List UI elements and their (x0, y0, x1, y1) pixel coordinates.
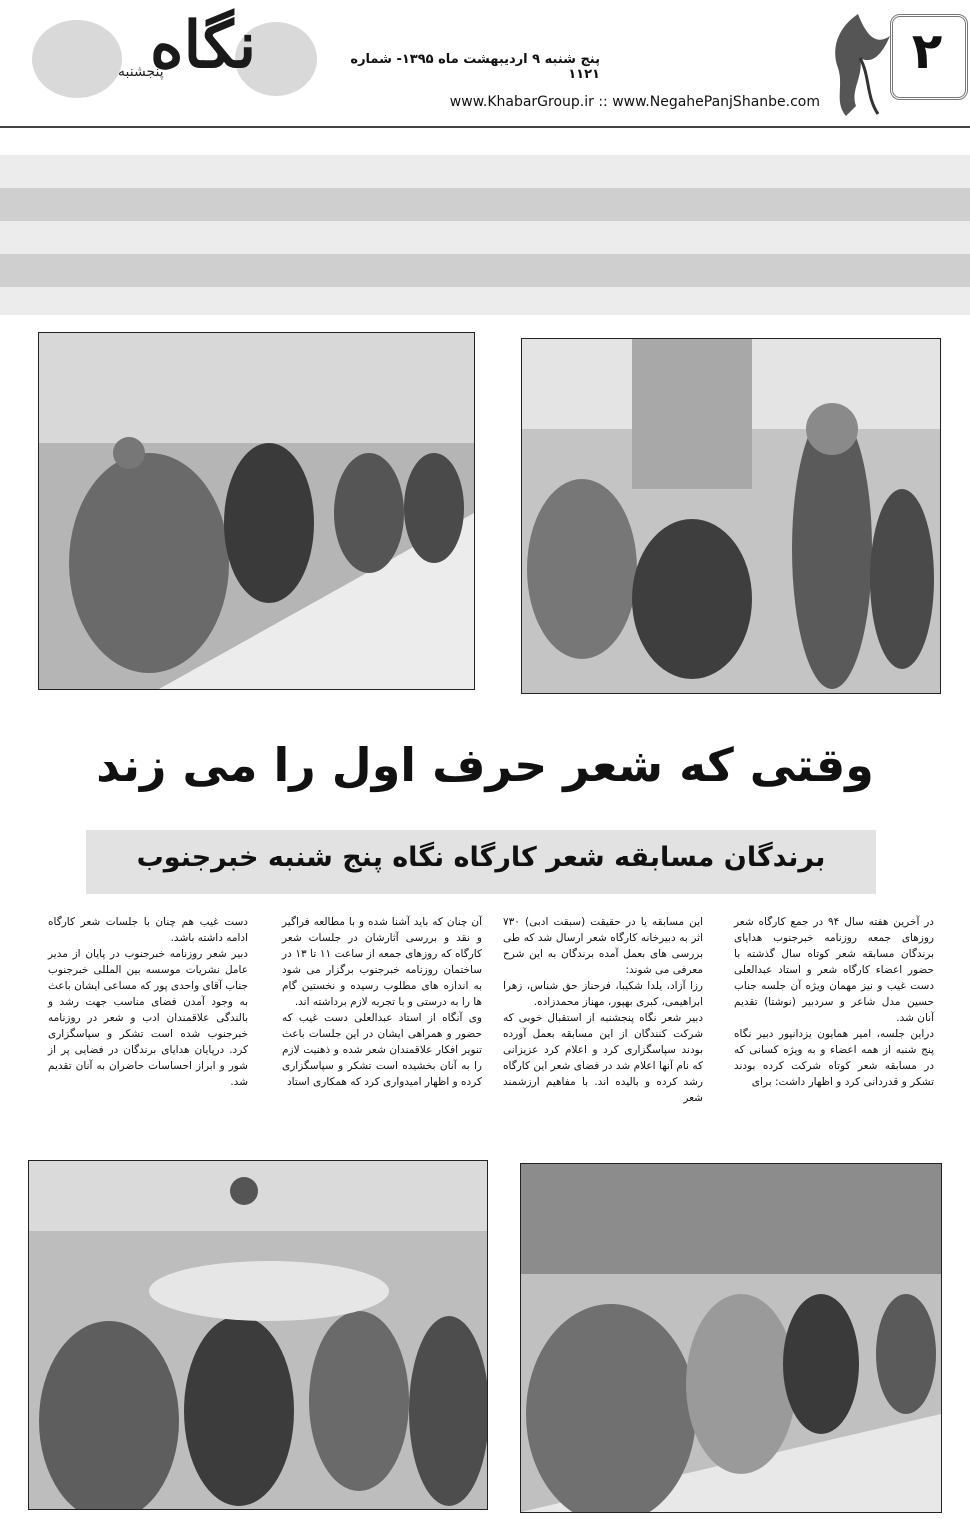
banner-stripe (0, 155, 970, 188)
photo-speaker-standing (521, 338, 941, 694)
article-paragraph: آن چنان که باید آشنا شده و با مطالعه فراگیر و نقد و بررسی آثارشان در جلسات شعر کارگاه که روزهای جمعه از ساعت ۱۱ تا ۱۳ در ساختمان روزنامه خبرجنوب برگزار می شود به اندازه های مطلوب رسیده و نخستین گام ها را به درستی و با تجربه لازم برداشته اند. (282, 916, 483, 1008)
article-paragraph: دبیر شعر روزنامه خبرجنوب در پایان از مدیر عامل نشریات موسسه بین المللی خبرجنوب جناب آقای واحدی پور که مساعی ایشان باعث به وجود آمدن فضای مناسب جهت رشد و بالندگی علاقمندان ادب و شعر در روزنامه خبرجنوب شده است تشکر و سپاسگزاری کرد. درپایان هدایای برندگان در فضایی پر از شور و ابراز احساسات حاضران به آنان تقدیم شد. (48, 948, 248, 1088)
left-ornament (32, 20, 122, 98)
page-number: ۲ (911, 22, 943, 80)
photo-workshop-table (38, 332, 475, 690)
masthead-divider (0, 126, 970, 128)
article-column-4 (48, 914, 248, 1090)
article-paragraph: در آخرین هفته سال ۹۴ در جمع کارگاه شعر روزهای جمعه روزنامه خبرجنوب هدایای برندگان مسابقه شعر کوتاه سال گذشته با حضور اعضاء کارگاه شعر و استاد عبدالعلی دست غیب و نیز مهمان ویژه آن جلسه جناب حسین مدل شاعر و سردبیر (نوشتا) تقدیم آنان شد. (734, 916, 934, 1024)
photo-attendees-closeup (520, 1163, 942, 1513)
masthead (0, 0, 970, 132)
article-paragraph: دبیر شعر نگاه پنجشنبه از استقبال خوبی که شرکت کنندگان از این مسابقه بعمل آورده بودند سپاسگزاری کرد و اعلام کرد عزیزانی که نام آنها اعلام شد در فضای شعر این کارگاه رشد کرده و بالیده اند. با مفاهیم ارزشمند شعر (503, 1012, 703, 1104)
article-paragraph: رزا آزاد، یلدا شکیبا، فرحناز حق شناس، زهرا ابراهیمی، کبری بهپور، مهناز محمدزاده. (503, 980, 703, 1008)
article-paragraph: دست غیب هم چنان با جلسات شعر کارگاه ادامه داشته باشد. (48, 916, 248, 944)
logo: نگاه (150, 8, 257, 83)
date-issue: پنج شنبه ۹ اردیبهشت ماه ۱۳۹۵- شماره ۱۱۲۱ (350, 52, 600, 82)
article-column-3 (282, 914, 482, 1090)
article-paragraph: وی آنگاه از استاد عبدالعلی دست غیب که حضور و همراهی ایشان در این جلسات باعث تنویر افکار علاقمندان شعر شده و ذهنیت لازم را به آنان بخشیده است تشکر و سپاسگزاری کرده و اظهار امیدواری کرد که همکاری استاد (282, 1012, 482, 1088)
banner-stripe (0, 188, 970, 221)
banner-stripe (0, 221, 970, 254)
article-column-1 (734, 914, 934, 1090)
phoenix-icon (820, 6, 896, 122)
article-paragraph: دراین جلسه، امیر همایون یزدانپور دبیر نگاه پنج شنبه از همه اعضاء و به ویژه کسانی که در مسابقه شعر کوتاه شرکت کرده بودند تشکر و قدردانی کرد و اظهار داشت: برای (734, 1028, 934, 1088)
headline: وقتی که شعر حرف اول را می زند (96, 738, 874, 792)
subheadline: برندگان مسابقه شعر کارگاه نگاه پنج شنبه خبرجنوب (136, 842, 826, 873)
website-urls: www.KhabarGroup.ir :: www.NegahePanjShanbe.com (449, 94, 820, 110)
article-column-2 (503, 914, 703, 1106)
logo-subtitle: پنجشنبه (118, 64, 164, 80)
article-paragraph: این مسابقه یا در حقیقت (سبقت ادبی) ۷۳۰ اثر به دبیرخانه کارگاه شعر ارسال شد که طی بررسی های بعمل آمده برندگان به این شرح معرفی می شوند: (503, 916, 703, 976)
photo-audience-hall (28, 1160, 488, 1510)
banner-stripe (0, 287, 970, 315)
banner-stripe (0, 254, 970, 287)
